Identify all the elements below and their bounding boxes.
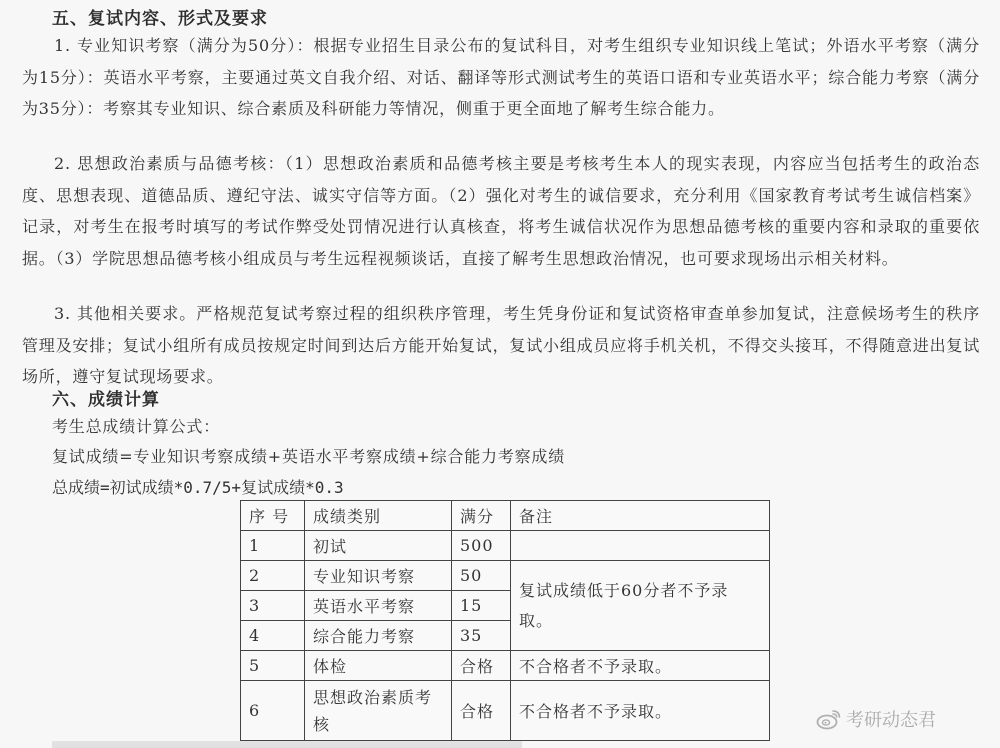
section-5-heading: 五、复试内容、形式及要求 xyxy=(52,9,268,29)
row-number: 6 xyxy=(241,681,305,741)
row-full-score: 35 xyxy=(452,621,511,651)
row-full-score: 合格 xyxy=(452,681,511,741)
section-6-heading: 六、成绩计算 xyxy=(52,390,160,410)
formula-total-score: 总成绩=初试成绩*0.7/5+复试成绩*0.3 xyxy=(52,478,344,497)
header-note: 备注 xyxy=(511,501,770,531)
formula-retest-score: 复试成绩=专业知识考察成绩+英语水平考察成绩+综合能力考察成绩 xyxy=(52,447,566,466)
row-category: 综合能力考察 xyxy=(305,621,452,651)
paragraph-political-assessment: 2. 思想政治素质与品德考核：（1）思想政治素质和品德考核主要是考核考生本人的现实表现，内容应当包括考生的政治态度、思想表现、道德品质、遵纪守法、诚实守信等方面。（2）强化对考生的诚信要求，充分利用《国家教育考试考生诚信档案》记录，对考生在报考时填写的考试作弊受处罚情况进行认真核查，将考生诚信状况作为思想品德考核的重要内容和录取的重要依据。（3）学院思想品德考核小组成员与考生远程视频谈话，直接了解考生思想政治情况，也可要求现场出示相关材料。 xyxy=(22,154,980,268)
row-note: 不合格者不予录取。 xyxy=(511,681,770,741)
row-category: 初试 xyxy=(305,531,452,561)
table-row xyxy=(241,651,770,681)
row-number: 4 xyxy=(241,621,305,651)
header-full-score: 满分 xyxy=(452,501,511,531)
row-category: 英语水平考察 xyxy=(305,591,452,621)
row-full-score: 合格 xyxy=(452,651,511,681)
row-number: 5 xyxy=(241,651,305,681)
paragraph-other-requirements: 3. 其他相关要求。严格规范复试考察过程的组织秩序管理，考生凭身份证和复试资格审查单参加复试，注意候场考生的秩序管理及安排；复试小组所有成员按规定时间到达后方能开始复试，复试小组成员应将手机关机，不得交头接耳，不得随意进出复试场所，遵守复试现场要求。 xyxy=(22,304,980,387)
header-category: 成绩类别 xyxy=(305,501,452,531)
watermark-text: 考研动态君 xyxy=(846,710,936,731)
weibo-watermark xyxy=(816,706,936,732)
table-row xyxy=(241,681,770,741)
row-number: 2 xyxy=(241,561,305,591)
row-full-score: 500 xyxy=(452,531,511,561)
row-category: 体检 xyxy=(305,651,452,681)
formula-intro: 考生总成绩计算公式： xyxy=(52,417,221,436)
weibo-logo-icon xyxy=(816,708,842,730)
score-table xyxy=(240,500,770,741)
header-number: 序 号 xyxy=(241,501,305,531)
row-category: 思想政治素质考核 xyxy=(305,681,452,741)
table-header-row xyxy=(241,501,770,531)
table-row xyxy=(241,531,770,561)
row-note xyxy=(511,531,770,561)
paragraph-professional-assessment: 1. 专业知识考察（满分为50分）：根据专业招生目录公布的复试科目，对考生组织专业知识线上笔试；外语水平考察（满分为15分）：英语水平考察，主要通过英文自我介绍、对话、翻译等形式测试考生的英语口语和专业英语水平；综合能力考察（满分为35分）：考察其专业知识、综合素质及科研能力等情况，侧重于更全面地了解考生综合能力。 xyxy=(22,36,980,119)
row-full-score: 50 xyxy=(452,561,511,591)
merged-retest-note: 复试成绩低于60分者不予录取。 xyxy=(511,561,770,651)
clipped-text-line xyxy=(52,741,522,748)
row-number: 3 xyxy=(241,591,305,621)
row-note: 不合格者不予录取。 xyxy=(511,651,770,681)
row-category: 专业知识考察 xyxy=(305,561,452,591)
table-row xyxy=(241,561,770,591)
row-full-score: 15 xyxy=(452,591,511,621)
row-number: 1 xyxy=(241,531,305,561)
